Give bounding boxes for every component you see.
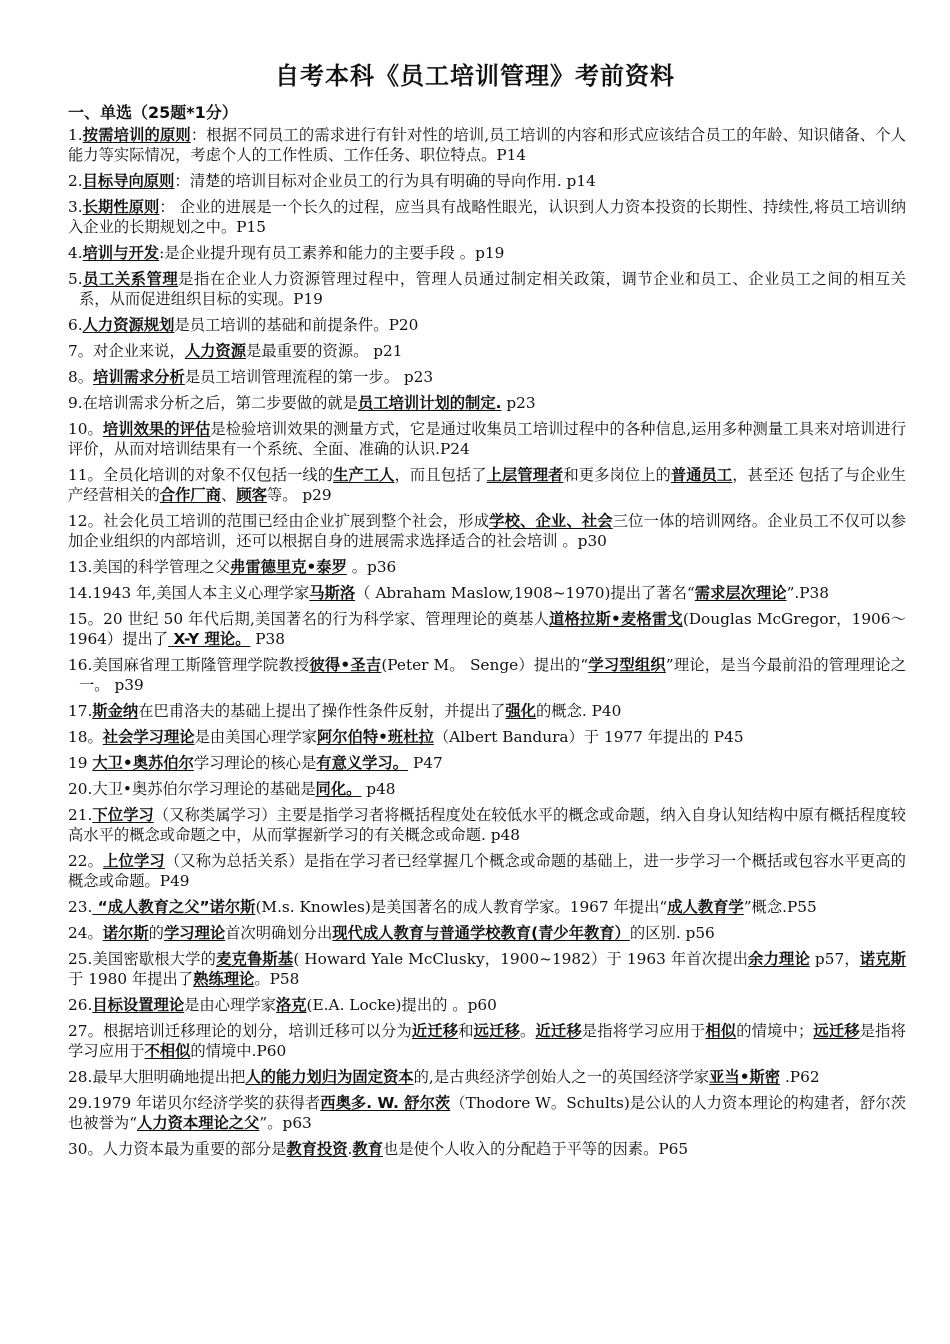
question-text: （ Abraham Maslow,1908~1970)提出了著名“ xyxy=(355,584,695,602)
question-text: 也是使个人收入的分配趋于平等的因素。P65 xyxy=(383,1140,689,1158)
question-text: 和更多岗位上的 xyxy=(563,466,671,484)
key-term: 学习型组织 xyxy=(588,656,666,674)
question-item xyxy=(68,753,906,773)
key-term: 人的能力划归为固定资本 xyxy=(245,1068,414,1086)
key-term: 大卫•奥苏伯尔 xyxy=(92,754,194,772)
question-item xyxy=(68,655,906,695)
key-term: 成人教育学 xyxy=(667,898,744,916)
question-text: ( Howard Yale McClusky，1900~1982）于 1963 年首次提出 xyxy=(293,950,749,968)
key-term: 斯金纳 xyxy=(92,702,139,720)
question-text: 是检验培训效果的测量方式，它是通过收集员工培训过程中的各种信息,运用多种测量工具来对培训进行评价，从而对培训结果有一个系统、全面、准确的认识.P24 xyxy=(68,420,906,458)
key-term: 余力理论 xyxy=(748,950,810,968)
question-number: 18。 xyxy=(68,728,103,746)
question-text: . xyxy=(347,1140,353,1158)
key-term: 相似 xyxy=(705,1022,737,1040)
question-text: (E.A. Locke)提出的 。p60 xyxy=(306,996,497,1014)
question-item xyxy=(68,805,906,845)
key-term: 教育投资 xyxy=(286,1140,348,1158)
question-text: 20 世纪 50 年代后期,美国著名的行为科学家、管理理论的奠基人 xyxy=(103,610,550,628)
question-number: 2. xyxy=(68,172,83,190)
question-text: 。P58 xyxy=(254,970,300,988)
key-term: 麦克鲁斯基 xyxy=(216,950,294,968)
key-term: X-Y 理论。 xyxy=(168,630,251,648)
question-item xyxy=(68,727,906,747)
key-term: 员工关系管理 xyxy=(82,270,179,288)
key-term: 远迁移 xyxy=(813,1022,860,1040)
question-text: 1979 年诺贝尔经济学奖的获得者 xyxy=(92,1094,321,1112)
key-term: 学校、企业、社会 xyxy=(489,512,613,530)
key-term: 生产工人 xyxy=(333,466,395,484)
key-term: 上位学习 xyxy=(103,852,165,870)
question-item xyxy=(68,923,906,943)
question-item xyxy=(68,949,906,989)
question-item xyxy=(68,393,906,413)
question-item xyxy=(68,609,906,649)
question-text: 。 xyxy=(520,1022,536,1040)
question-item xyxy=(68,897,906,917)
key-term: 按需培训的原则 xyxy=(82,126,191,144)
question-text: ”理论，是当今最前沿的管理理论之一。 p39 xyxy=(79,656,906,694)
key-term: 学习理论 xyxy=(163,924,226,942)
question-number: 14. xyxy=(68,584,93,602)
question-text: :是企业提升现有员工素养和能力的主要手段 。p19 xyxy=(159,244,505,262)
question-text: 是由心理学家 xyxy=(184,996,276,1014)
question-item xyxy=(68,341,906,361)
key-term: 顾客 xyxy=(236,486,267,504)
key-term: 诺尔斯 xyxy=(102,924,149,942)
question-text: 。p36 xyxy=(346,558,397,576)
question-text: 的区别. p56 xyxy=(629,924,715,942)
question-text: （Thodore W。Schults)是公认的人力资本理论的构建者，舒尔茨 也被誉为“ xyxy=(68,1094,906,1132)
question-text: 美国密歇根大学的 xyxy=(92,950,217,968)
question-text: 的情境中.P60 xyxy=(190,1042,287,1060)
question-item xyxy=(68,779,906,799)
question-number: 11。 xyxy=(68,466,103,484)
key-term: 合作厂商 xyxy=(159,486,221,504)
key-term: 同化。 xyxy=(315,780,362,798)
question-number: 12。 xyxy=(68,512,104,530)
question-number: 13. xyxy=(68,558,93,576)
question-item xyxy=(68,851,906,891)
question-text: 美国的科学管理之父 xyxy=(92,558,231,576)
key-term: 强化 xyxy=(505,702,536,720)
question-text: 是指将学习应用于 xyxy=(581,1022,706,1040)
question-text: 是指在企业人力资源管理过程中，管理人员通过制定相关政策，调节企业和员工、企业员工之间的相互关系，从而促进组织目标的实现。P19 xyxy=(79,270,906,308)
question-number: 28. xyxy=(68,1068,93,1086)
question-text: (M.s. Knowles)是美国著名的成人教育学家。1967 年提出“ xyxy=(255,898,668,916)
key-term: 西奥多. W. 舒尔茨 xyxy=(320,1094,451,1112)
question-text: ：根据不同员工的需求进行有针对性的培训,员工培训的内容和形式应该结合员工的年龄、知识储备、个人能力等实际情况，考虑个人的工作性质、工作任务、职位特点。P14 xyxy=(68,126,906,164)
key-term: 近迁移 xyxy=(535,1022,582,1040)
question-number: 25. xyxy=(68,950,93,968)
question-number: 6. xyxy=(68,316,83,334)
key-term: 近迁移 xyxy=(411,1022,459,1040)
question-text: p48 xyxy=(361,780,396,798)
question-number: 16. xyxy=(68,656,93,674)
key-term: 长期性原则 xyxy=(82,198,160,216)
question-item xyxy=(68,557,906,577)
question-number: 10。 xyxy=(68,420,103,438)
key-term: 现代成人教育与普通学校教育(青少年教育） xyxy=(332,924,630,942)
key-term: 人力资源 xyxy=(184,342,247,360)
key-term: 普通员工 xyxy=(670,466,733,484)
question-number: 4. xyxy=(68,244,83,262)
question-number: 22。 xyxy=(68,852,104,870)
question-text: 在巴甫洛夫的基础上提出了操作性条件反射，并提出了 xyxy=(138,702,506,720)
question-text: (Douglas McGregor，1906～ 1964）提出了 xyxy=(68,610,906,648)
key-term: 培训与开发 xyxy=(82,244,160,262)
key-term: 下位学习 xyxy=(92,806,154,824)
question-item xyxy=(68,583,906,603)
key-term: 社会学习理论 xyxy=(102,728,195,746)
question-number: 1. xyxy=(68,126,83,144)
question-text: 全员化培训的对象不仅包括一线的 xyxy=(102,466,334,484)
key-term: 不相似 xyxy=(144,1042,191,1060)
key-term: 需求层次理论 xyxy=(694,584,787,602)
question-text: ”概念.P55 xyxy=(743,898,817,916)
question-text: 根据培训迁移理论的划分，培训迁移可以分为 xyxy=(103,1022,412,1040)
question-number: 7。 xyxy=(68,342,94,360)
question-text: 是由美国心理学家 xyxy=(194,728,317,746)
question-number: 27。 xyxy=(68,1022,104,1040)
key-term: 上层管理者 xyxy=(486,466,564,484)
question-text: .P62 xyxy=(780,1068,820,1086)
question-text: 最早大胆明确地提出把 xyxy=(92,1068,246,1086)
question-item xyxy=(68,269,906,309)
question-item xyxy=(68,1093,906,1133)
question-text: 的,是古典经济学创始人之一的英国经济学家 xyxy=(413,1068,710,1086)
key-term: 远迁移 xyxy=(473,1022,520,1040)
question-text: 、 xyxy=(221,486,237,504)
question-item xyxy=(68,701,906,721)
question-text: 于 1980 年提出了 xyxy=(68,970,194,988)
question-text: 美国麻省理工斯隆管理学院教授 xyxy=(92,656,310,674)
question-text: 的情境中； xyxy=(736,1022,814,1040)
question-text: P38 xyxy=(250,630,286,648)
key-term: 洛克 xyxy=(275,996,307,1014)
question-text: 是员工培训管理流程的第一步。 p23 xyxy=(184,368,434,386)
question-text: (Peter M。 Senge）提出的“ xyxy=(381,656,589,674)
question-item xyxy=(68,511,906,551)
question-number: 21. xyxy=(68,806,93,824)
key-term: 道格拉斯•麦格雷戈 xyxy=(549,610,683,628)
key-term: 马斯洛 xyxy=(309,584,356,602)
question-text: ，而且包括了 xyxy=(394,466,487,484)
question-item xyxy=(68,197,906,237)
question-text: 1943 年,美国人本主义心理学家 xyxy=(92,584,310,602)
key-term: 彼得•圣吉 xyxy=(309,656,382,674)
question-text: 的概念. P40 xyxy=(535,702,622,720)
question-number: 26. xyxy=(68,996,93,1014)
key-term: 有意义学习。 xyxy=(316,754,409,772)
question-text: 的 xyxy=(148,924,164,942)
question-number: 19 xyxy=(68,754,93,772)
question-number: 5. xyxy=(68,270,83,288)
question-item xyxy=(68,1021,906,1061)
question-text: （又称为总括关系）是指在学习者已经掌握几个概念或命题的基础上，进一步学习一个概括或包容水平更高的概念或命题。P49 xyxy=(68,852,906,890)
document-title: 自考本科《员工培训管理》考前资料 xyxy=(275,62,675,90)
key-term: 熟练理论 xyxy=(193,970,255,988)
key-term: 人力资源规划 xyxy=(82,316,175,334)
question-text: ”.P38 xyxy=(786,584,830,602)
question-text: 社会化员工培训的范围已经由企业扩展到整个社会，形成 xyxy=(103,512,490,530)
key-term: 教育 xyxy=(352,1140,384,1158)
key-term: 阿尔伯特•班杜拉 xyxy=(316,728,434,746)
question-number: 24。 xyxy=(68,924,103,942)
question-item xyxy=(68,171,906,191)
question-item xyxy=(68,367,906,387)
question-text: P47 xyxy=(408,754,443,772)
question-item xyxy=(68,1139,906,1159)
question-number: 30。 xyxy=(68,1140,103,1158)
question-text: ：清楚的培训目标对企业员工的行为具有明确的导向作用. p14 xyxy=(174,172,596,190)
question-text: ： 企业的进展是一个长久的过程，应当具有战略性眼光，认识到人力资本投资的长期性、持续性,将员工培训纳入企业的长期规划之中。P15 xyxy=(68,198,906,236)
question-text: 对企业来说， xyxy=(93,342,185,360)
question-item xyxy=(68,125,906,165)
question-item xyxy=(68,995,906,1015)
question-text: 人力资本最为重要的部分是 xyxy=(102,1140,287,1158)
question-list xyxy=(68,125,906,1165)
question-text: 大卫•奥苏伯尔学习理论的基础是 xyxy=(92,780,316,798)
question-text: ，甚至还 包括了与企业生产经营相关的 xyxy=(68,466,906,504)
question-number: 3. xyxy=(68,198,83,216)
question-text: （Albert Bandura）于 1977 年提出的 P45 xyxy=(433,728,744,746)
question-number: 9. xyxy=(68,394,83,412)
key-term: 诺克斯 xyxy=(859,950,906,968)
question-number: 29. xyxy=(68,1094,93,1112)
key-term: 亚当•斯密 xyxy=(709,1068,781,1086)
key-term: 培训效果的评估 xyxy=(102,420,211,438)
question-item xyxy=(68,419,906,459)
key-term: 培训需求分析 xyxy=(93,368,185,386)
question-text: 等。 p29 xyxy=(266,486,332,504)
section-heading: 一、单选（25题*1分） xyxy=(68,103,238,122)
key-term: 弗雷德里克•泰罗 xyxy=(230,558,347,576)
question-item xyxy=(68,1067,906,1087)
question-item xyxy=(68,243,906,263)
question-number: 20. xyxy=(68,780,93,798)
question-text: ”。p63 xyxy=(259,1114,312,1132)
question-number: 23. xyxy=(68,898,93,916)
question-text: 是员工培训的基础和前提条件。P20 xyxy=(174,316,419,334)
question-text: p57， xyxy=(809,950,860,968)
question-number: 8。 xyxy=(68,368,94,386)
question-text: 是最重要的资源。 p21 xyxy=(246,342,403,360)
question-text: 三位一体的培训网络。企业员工不仅可以参加企业组织的内部培训，还可以根据自身的进展需求选择适合的社会培训 。p30 xyxy=(68,512,906,550)
question-text: 在培训需求分析之后，第二步要做的就是 xyxy=(82,394,358,412)
question-text: 首次明确划分出 xyxy=(225,924,333,942)
question-text: （又称类属学习）主要是指学习者将概括程度处在较低水平的概念或命题，纳入自身认知结构中原有概括程度较高水平的概念或命题之中，从而掌握新学习的有关概念或命题. p48 xyxy=(68,806,906,844)
key-term: 人力资本理论之父 xyxy=(137,1114,260,1132)
key-term: 目标导向原则 xyxy=(82,172,175,190)
question-text: 和 xyxy=(458,1022,474,1040)
key-term: 目标设置理论 xyxy=(92,996,185,1014)
question-text: p23 xyxy=(501,394,536,412)
question-item xyxy=(68,315,906,335)
question-item xyxy=(68,465,906,505)
question-text: 学习理论的核心是 xyxy=(193,754,317,772)
question-number: 17. xyxy=(68,702,93,720)
question-number: 15。 xyxy=(68,610,104,628)
question-text: 是指将学习应用于 xyxy=(68,1022,906,1060)
key-term: 员工培训计划的制定. xyxy=(357,394,502,412)
key-term: “成人教育之父”诺尔斯 xyxy=(92,898,256,916)
